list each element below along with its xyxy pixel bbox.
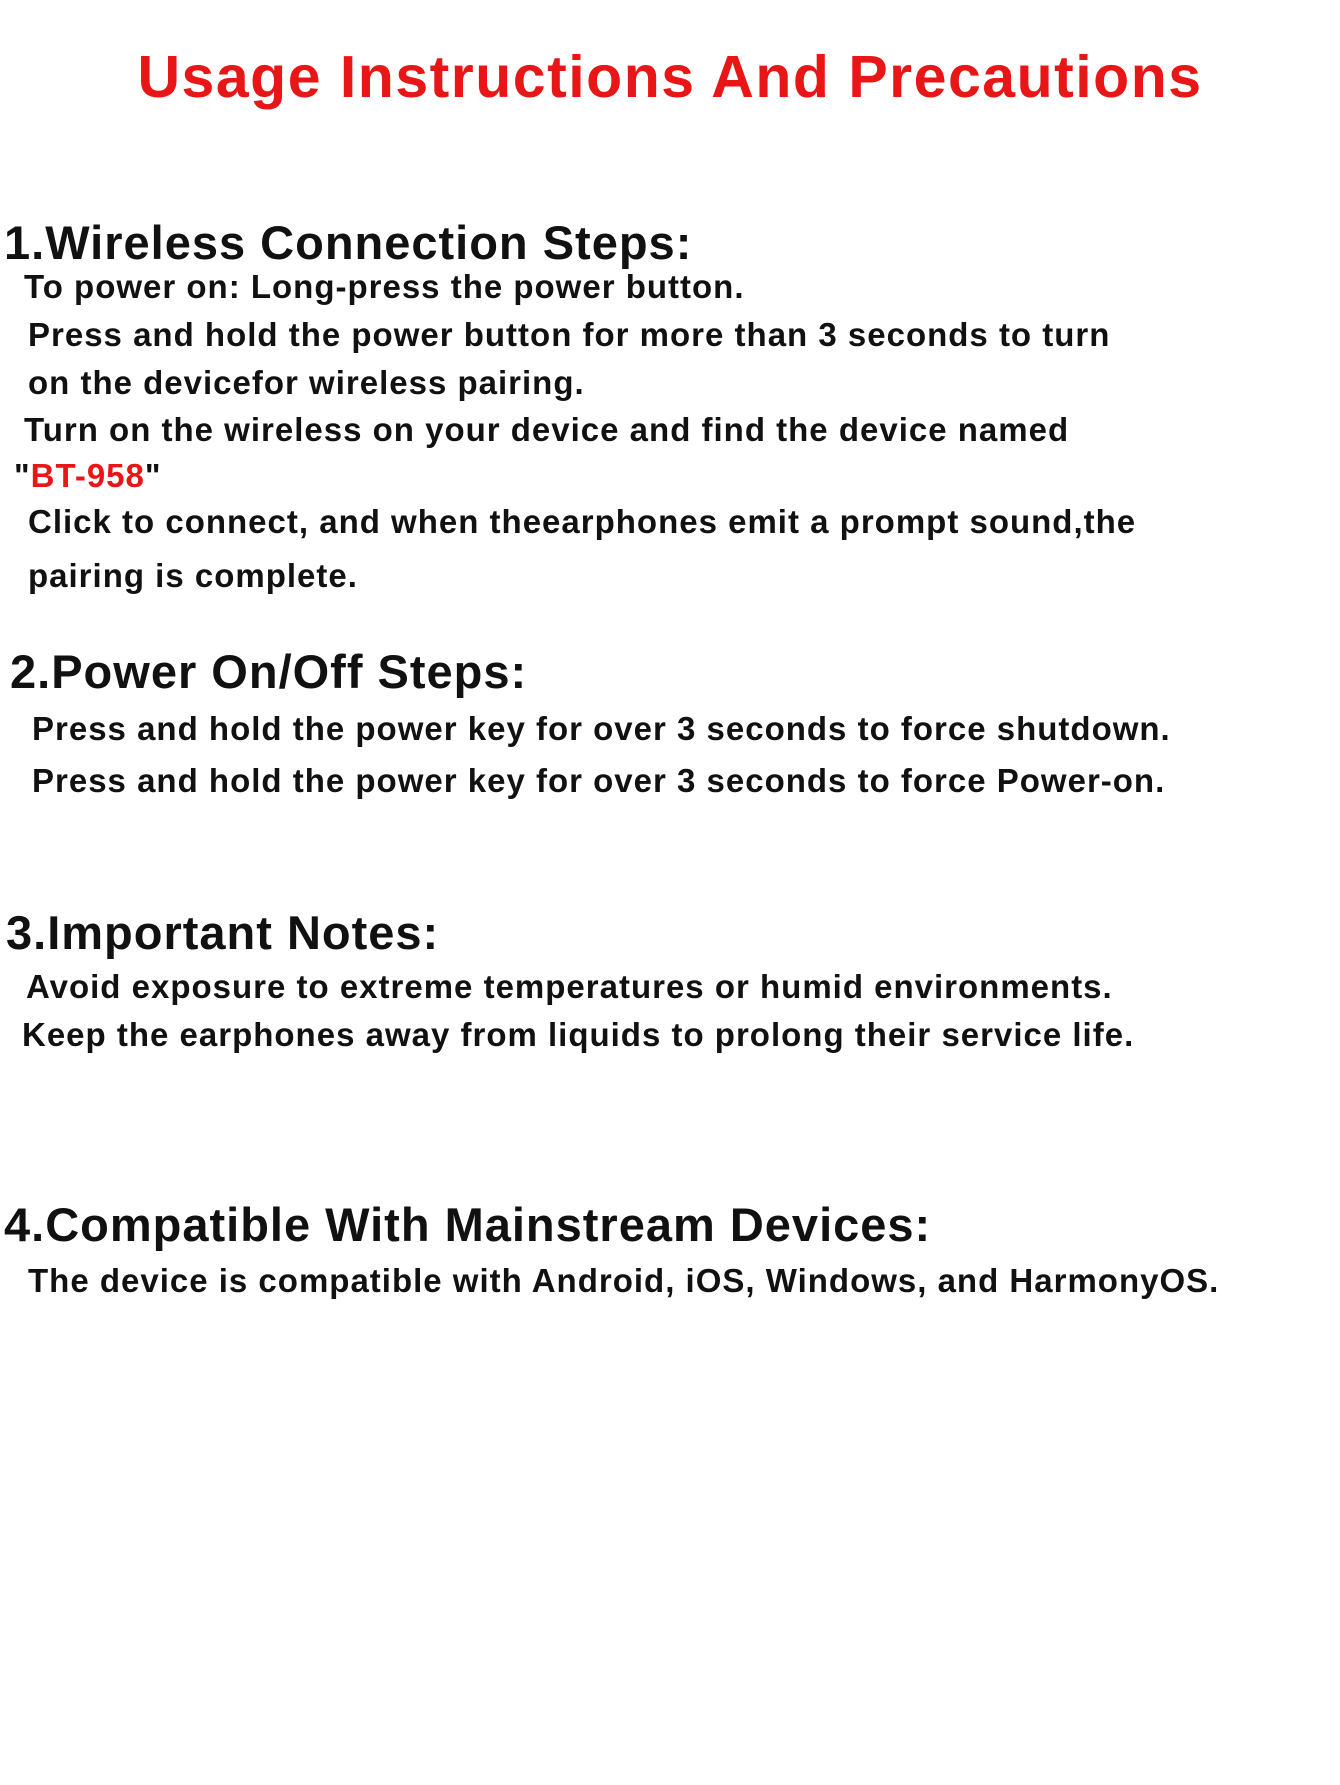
section-1-line-3: on the devicefor wireless pairing. bbox=[28, 364, 585, 401]
section-3-line-2: Keep the earphones away from liquids to prolong their service life. bbox=[22, 1016, 1135, 1053]
section-2-heading: 2.Power On/Off Steps: bbox=[10, 645, 528, 698]
section-4-line-1: The device is compatible with Android, iOS, Windows, and HarmonyOS. bbox=[28, 1262, 1220, 1299]
section-4-heading: 4.Compatible With Mainstream Devices: bbox=[4, 1198, 932, 1251]
section-3-line-1: Avoid exposure to extreme temperatures or humid environments. bbox=[26, 968, 1113, 1005]
device-name-open-quote: " bbox=[14, 457, 31, 494]
section-1-line-5: Click to connect, and when theearphones emit a prompt sound,the bbox=[28, 503, 1137, 540]
section-1-line-6: pairing is complete. bbox=[28, 557, 358, 594]
section-1-line-4: Turn on the wireless on your device and find the device named bbox=[24, 411, 1070, 448]
device-name: BT-958 bbox=[30, 457, 145, 494]
page-title: Usage Instructions And Precautions bbox=[137, 44, 1203, 110]
section-1-line-1: To power on: Long-press the power button. bbox=[24, 268, 745, 305]
section-2-line-2: Press and hold the power key for over 3 seconds to force Power-on. bbox=[32, 762, 1166, 799]
device-name-close-quote: " bbox=[144, 457, 162, 494]
section-2-line-1: Press and hold the power key for over 3 seconds to force shutdown. bbox=[32, 710, 1171, 747]
device-name-line bbox=[14, 456, 162, 496]
section-1-heading: 1.Wireless Connection Steps: bbox=[4, 216, 693, 269]
section-1-line-2: Press and hold the power button for more than 3 seconds to turn bbox=[28, 316, 1111, 353]
section-3-heading: 3.Important Notes: bbox=[6, 906, 440, 959]
